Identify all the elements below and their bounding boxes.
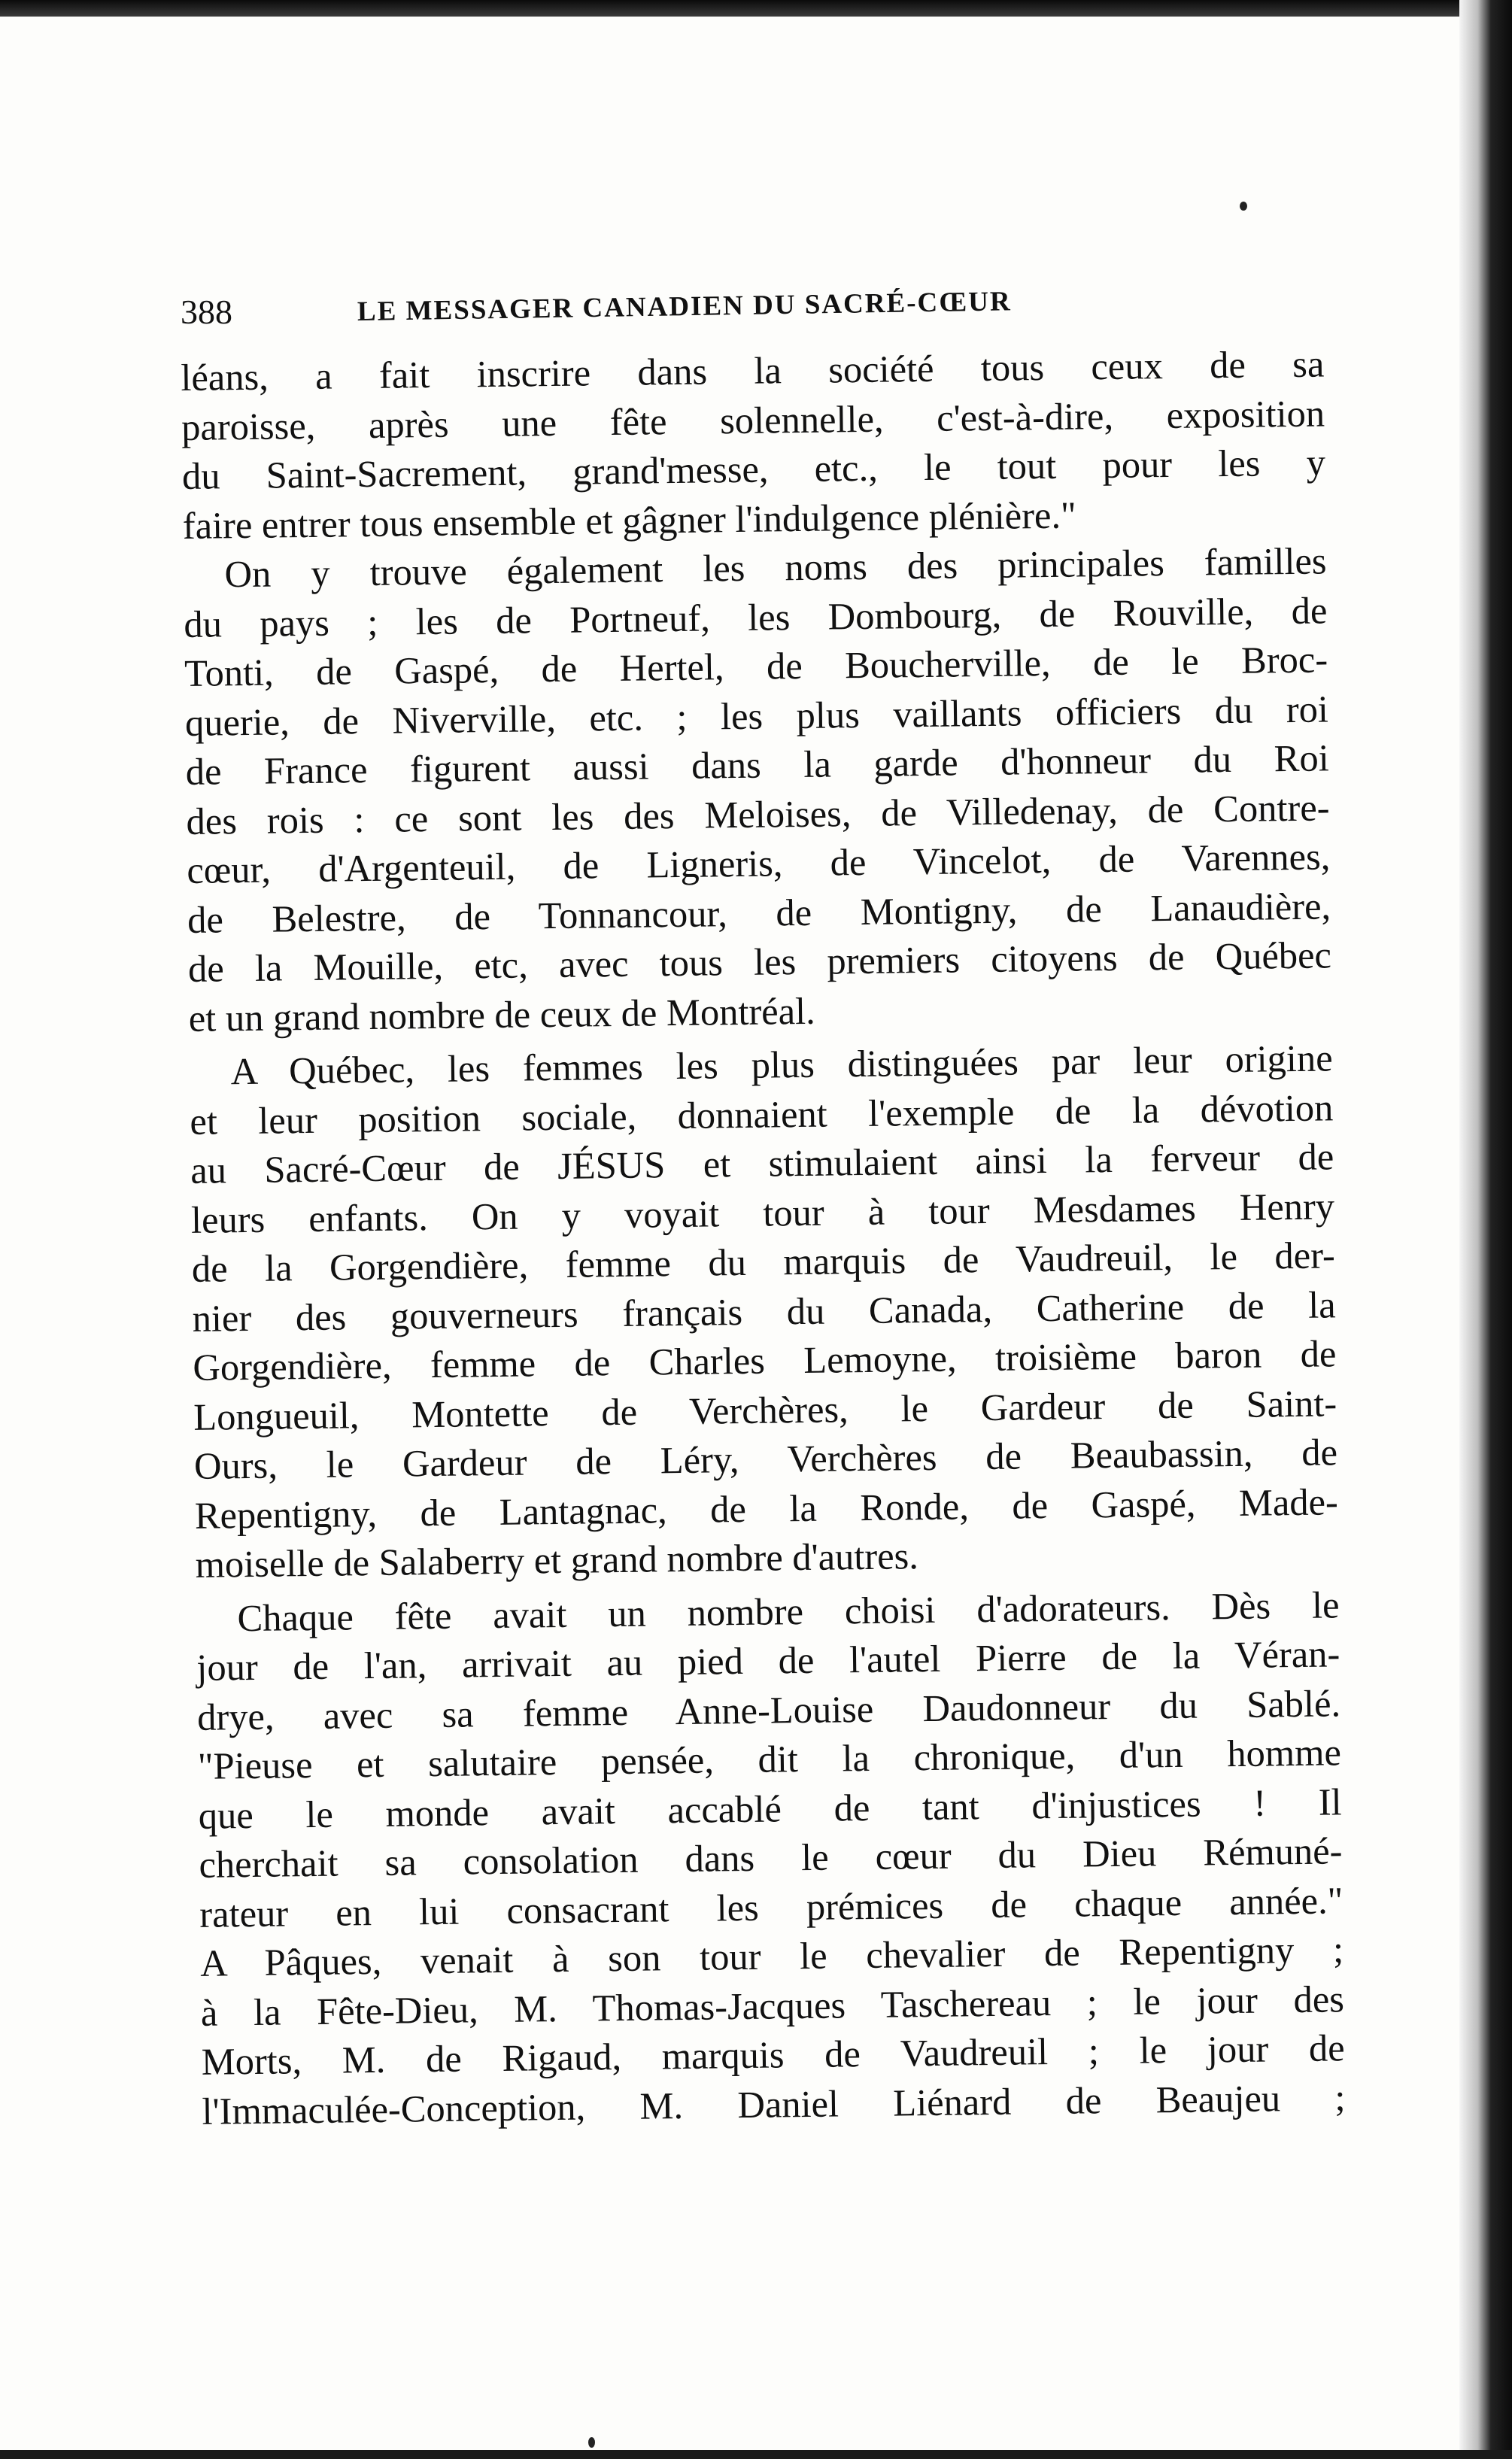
text-line: à la Fête-Dieu, M. Thomas-Jacques Taschereau ; le jour des [200,1977,1345,2034]
text-line: de la Mouille, etc, avec tous les premiers citoyens de Québec [187,934,1332,990]
scan-speck [588,2437,595,2448]
text-line: Ours, le Gardeur de Léry, Verchères de Beaubassin, de [193,1431,1338,1487]
scan-speck [1240,202,1247,211]
text-line: On y trouve également les noms des principales familles [224,539,1327,596]
page-number: 388 [181,293,232,331]
text-line: cherchait sa consolation dans le cœur du Dieu Rémuné- [199,1829,1343,1886]
text-line: de France figurent aussi dans la garde d'honneur du Roi [185,736,1330,793]
text-line: et un grand nombre de ceux de Montréal. [188,989,816,1040]
body-text [181,339,1346,2136]
text-line: de Belestre, de Tonnancour, de Montigny, de Lanaudière, [187,884,1331,941]
text-line: faire entrer tous ensemble et gâgner l'indulgence plénière." [182,493,1076,547]
text-line: du pays ; les de Portneuf, les Dombourg, de Rouville, de [184,588,1328,645]
text-line: A Pâques, venait à son tour le chevalier de Repentigny ; [199,1928,1344,1984]
scan-bottom-edge [0,2450,1512,2459]
text-line: Longueuil, Montette de Verchères, le Gardeur de Saint- [193,1381,1337,1438]
text-line: jour de l'an, arrivait au pied de l'autel Pierre de la Véran- [196,1632,1340,1689]
text-line: "Pieuse et salutaire pensée, dit la chronique, d'un homme [197,1731,1342,1787]
text-line: des rois : ce sont les des Meloises, de Villedenay, de Contre- [186,785,1330,842]
text-line: drye, avec sa femme Anne-Louise Daudonneur du Sablé. [196,1681,1341,1738]
scan-right-edge [1459,0,1512,2459]
running-head: LE MESSAGER CANADIEN DU SACRÉ-CŒUR [357,286,1012,327]
text-line: querie, de Niverville, etc. ; les plus vaillants officiers du roi [184,687,1329,744]
scan-top-edge [0,0,1512,17]
text-line: Chaque fête avait un nombre choisi d'adorateurs. Dès le [237,1583,1340,1639]
text-line: léans, a fait inscrire dans la société tous ceux de sa [181,342,1325,399]
text-line: Morts, M. de Rigaud, marquis de Vaudreuil ; le jour de [201,2026,1345,2083]
text-line: l'Immaculée-Conception, M. Daniel Liénard de Beaujeu ; [202,2075,1346,2133]
text-line: que le monde avait accablé de tant d'injustices ! Il [198,1780,1342,1837]
text-line: Repentigny, de Lantagnac, de la Ronde, de Gaspé, Made- [194,1480,1339,1537]
text-line: Tonti, de Gaspé, de Hertel, de Boucherville, de le Broc- [184,638,1328,694]
text-line: et leur position sociale, donnaient l'exemple de la dévotion [190,1085,1334,1143]
text-line: nier des gouverneurs français du Canada, Catherine de la [192,1283,1336,1340]
text-line: moiselle de Salaberry et grand nombre d'autres. [195,1535,919,1586]
text-line: paroisse, après une fête solennelle, c'est-à-dire, exposition [181,391,1325,448]
text-line: du Saint-Sacrement, grand'messe, etc., le tout pour les y [181,441,1326,497]
text-line: de la Gorgendière, femme du marquis de Vaudreuil, le der- [191,1234,1336,1290]
text-line: Gorgendière, femme de Charles Lemoyne, troisième baron de [193,1332,1337,1389]
text-line: leurs enfants. On y voyait tour à tour Mesdames Henry [190,1184,1335,1241]
text-line: cœur, d'Argenteuil, de Ligneris, de Vincelot, de Varennes, [187,835,1331,891]
page-header [181,286,1294,342]
text-line: A Québec, les femmes les plus distinguées par leur origine [230,1037,1333,1093]
text-line: rateur en lui consacrant les prémices de chaque année." [199,1878,1343,1935]
text-line: au Sacré-Cœur de JÉSUS et stimulaient ainsi la ferveur de [190,1135,1334,1192]
